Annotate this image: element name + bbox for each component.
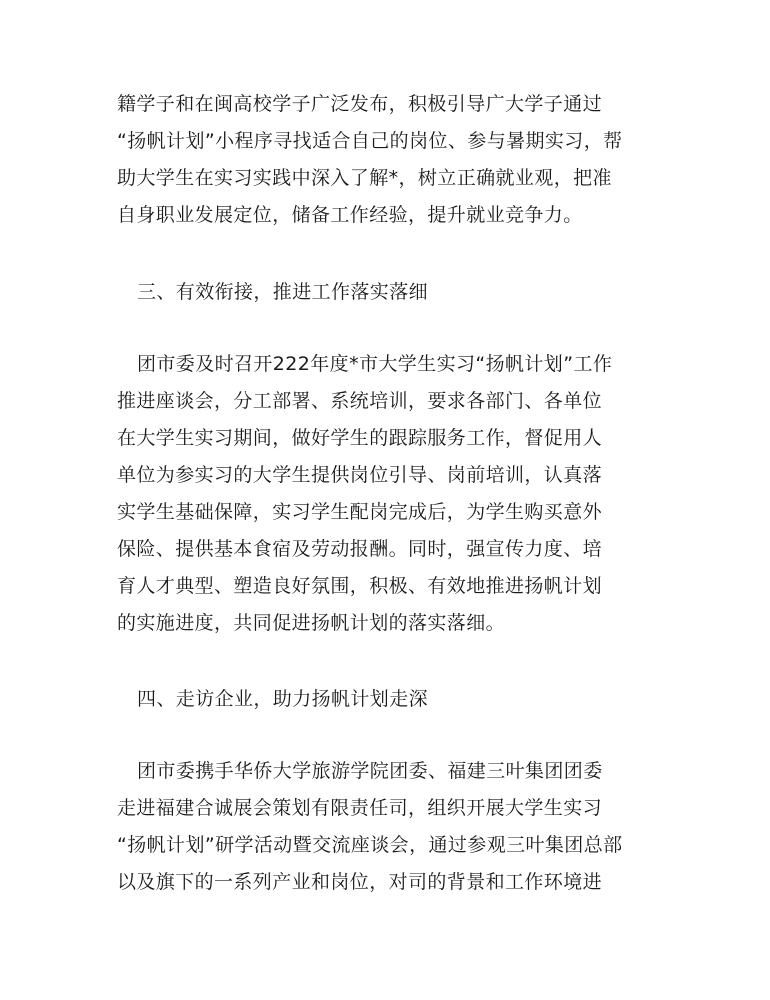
paragraph-line: 走进福建合诚展会策划有限责任司，组织开展大学生实习 bbox=[117, 797, 603, 819]
paragraph-line: “扬帆计划”研学活动暨交流座谈会，通过参观三叶集团总部 bbox=[117, 834, 623, 856]
paragraph-line: 团市委及时召开222年度*市大学生实习“扬帆计划”工作 bbox=[137, 353, 613, 375]
paragraph-line: 保险、提供基本食宿及劳动报酬。同时，强宣传力度、培 bbox=[117, 538, 603, 560]
paragraph-line: 以及旗下的一系列产业和岗位，对司的背景和工作环境进 bbox=[117, 871, 603, 893]
paragraph-line: 在大学生实习期间，做好学生的跟踪服务工作，督促用人 bbox=[117, 427, 603, 449]
section-heading: 四、走访企业，助力扬帆计划走深 bbox=[137, 688, 429, 710]
paragraph-line: 的实施进度，共同促进扬帆计划的落实落细。 bbox=[117, 612, 506, 634]
paragraph-line: 籍学子和在闽高校学子广泛发布，积极引导广大学子通过 bbox=[117, 93, 603, 115]
paragraph-line: 单位为参实习的大学生提供岗位引导、岗前培训，认真落 bbox=[117, 464, 603, 486]
paragraph-line: 推进座谈会，分工部署、系统培训，要求各部门、各单位 bbox=[117, 390, 603, 412]
paragraph-line: “扬帆计划”小程序寻找适合自己的岗位、参与暑期实习，帮 bbox=[117, 130, 623, 152]
paragraph-line: 实学生基础保障，实习学生配岗完成后，为学生购买意外 bbox=[117, 501, 603, 523]
paragraph-line: 团市委携手华侨大学旅游学院团委、福建三叶集团团委 bbox=[137, 760, 603, 782]
paragraph-line: 自身职业发展定位，储备工作经验，提升就业竞争力。 bbox=[117, 204, 583, 226]
section-heading: 三、有效衔接，推进工作落实落细 bbox=[137, 281, 429, 303]
paragraph-line: 育人才典型、塑造良好氛围，积极、有效地推进扬帆计划 bbox=[117, 575, 603, 597]
paragraph-line: 助大学生在实习实践中深入了解*，树立正确就业观，把准 bbox=[117, 167, 612, 189]
